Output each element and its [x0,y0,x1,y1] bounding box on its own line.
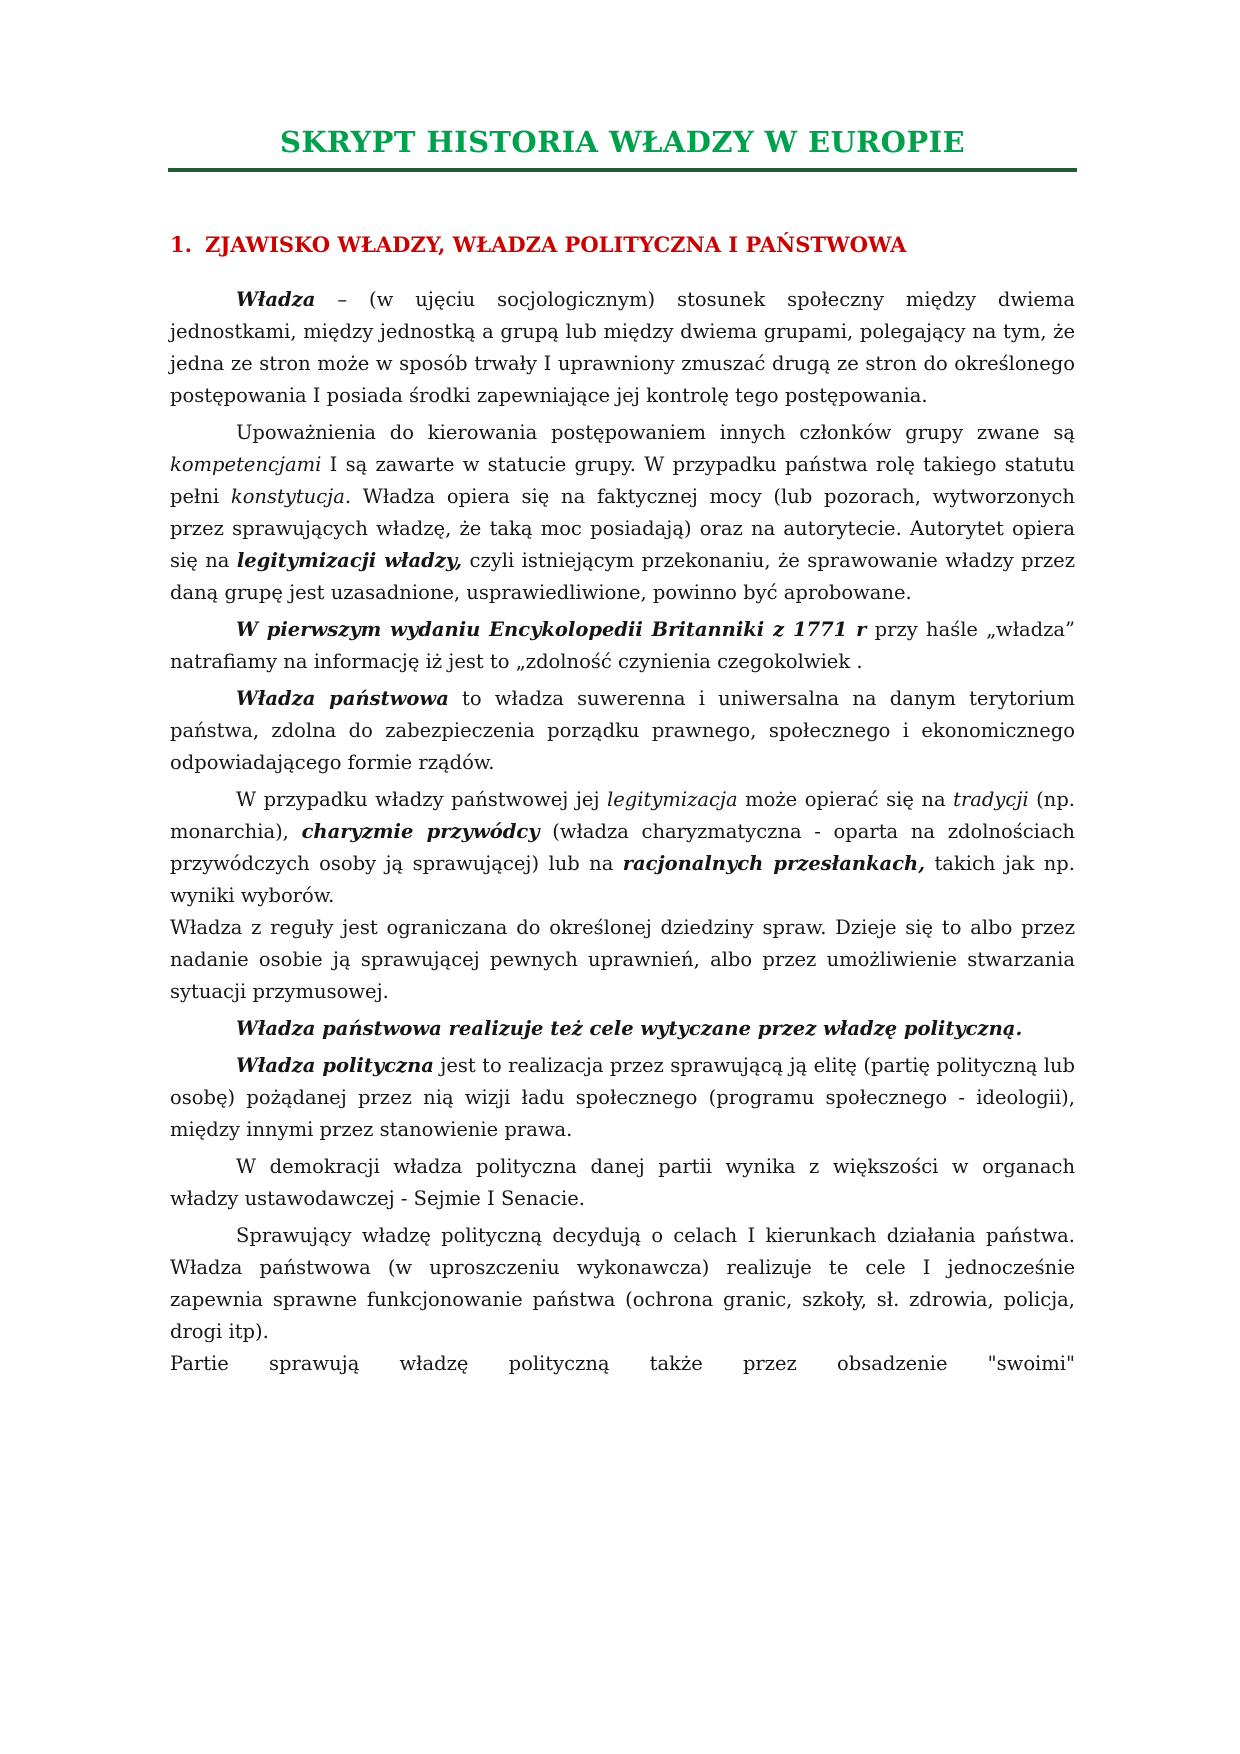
text-run: konstytucja. [230,485,352,508]
paragraph [170,1220,1075,1348]
text-run: legitymizacja [607,788,738,811]
text-run: – (w ujęciu socjologicznym) stosunek społeczny między dwiema jednostkami, między jednostką a grupą lub między dwiema grupami, polegający na tym, że jedna ze stron może w sposób trwały I uprawniony zmuszać drugą ze stron do określonego postępowania I posiada środki zapewniające jej kontrolę tego postępowania. [170,288,1075,407]
paragraph [170,417,1075,609]
text-run: I są zawarte w statucie grupy. W przypadku państwa rolę takiego statutu pełni [170,453,1075,508]
paragraph [170,1151,1075,1215]
title-underline [168,168,1077,172]
section-heading [170,232,1075,258]
paragraph [170,1348,1075,1380]
text-run: może opierać się na [737,788,954,811]
text-run: legitymizacji władzy, [236,549,463,572]
section-title: ZJAWISKO WŁADZY, WŁADZA POLITYCZNA I PAŃSTWOWA [205,232,907,257]
text-run: W pierwszym wydaniu Encykolopedii Britanniki z 1771 r [236,618,867,641]
text-run: takich jak np. wyniki wyborów. [170,852,1075,907]
text-run: Władza [236,288,316,311]
text-run: Sprawujący władzę polityczną decydują o celach I kierunkach działania państwa. Władza państwowa (w uproszczeniu wykonawcza) realizuje te cele I jednocześnie zapewnia sprawne funkcjonowanie państwa (ochrona granic, szkoły, sł. zdrowia, policja, drogi itp). [170,1224,1075,1343]
paragraph [170,784,1075,912]
text-run: czyli istniejącym przekonaniu, że sprawowanie władzy przez daną grupę jest uzasadnione, usprawiedliwione, powinno być aprobowane. [170,549,1075,604]
text-run: przy haśle „władza” natrafiamy na informację iż jest to „zdolność czynienia czegokolwiek . [170,618,1075,673]
document-title: SKRYPT HISTORIA WŁADZY W EUROPIE [279,125,966,159]
section-number: 1. [170,232,192,257]
text-run: Partie sprawują władzę polityczną także przez obsadzenie "swoimi" [170,1352,1075,1375]
text-run: Władza państwowa [236,687,449,710]
text-run: W demokracji władza polityczna danej partii wynika z większości w organach władzy ustawodawczej - Sejmie I Senacie. [170,1155,1075,1210]
paragraph [170,683,1075,779]
paragraph [170,284,1075,412]
text-run: tradycji [953,788,1029,811]
text-run: Władza z reguły jest ograniczana do określonej dziedziny spraw. Dzieje się to albo przez nadanie osobie ją sprawującej pewnych uprawnień, albo przez umożliwienie stwarzania sytuacji przymusowej. [170,916,1075,1003]
document-body [170,284,1075,1380]
text-run: Władza opiera się na faktycznej mocy (lub pozorach, wytworzonych przez sprawujących władzę, że taką moc posiadają) oraz na autorytecie. Autorytet opiera się na [170,485,1075,572]
text-run: Upoważnienia do kierowania postępowaniem innych członków grupy zwane są [236,421,1075,444]
text-run: racjonalnych przesłankach, [622,852,926,875]
paragraph [170,1013,1075,1045]
paragraph [170,912,1075,1008]
text-run: kompetencjami [170,453,322,476]
text-run: (władza charyzmatyczna - oparta na zdolnościach przywódczych osoby ją sprawującej) lub na [170,820,1075,875]
text-run: Władza państwowa realizuje też cele wytyczane przez władzę polityczną. [236,1017,1023,1040]
text-run: W przypadku władzy państwowej jej [236,788,608,811]
paragraph [170,1050,1075,1146]
text-run: charyzmie przywódcy [301,820,540,843]
text-run: to władza suwerenna i uniwersalna na danym terytorium państwa, zdolna do zabezpieczenia porządku prawnego, społecznego i ekonomicznego odpowiadającego formie rządów. [170,687,1075,774]
text-run: (np. monarchia), [170,788,1076,843]
paragraph [170,614,1075,678]
text-run: jest to realizacja przez sprawującą ją elitę (partię polityczną lub osobę) pożądanej przez nią wizji ładu społecznego (programu społecznego - ideologii), między innymi przez stanowienie prawa. [170,1054,1075,1141]
text-run: Władza polityczna [236,1054,434,1077]
